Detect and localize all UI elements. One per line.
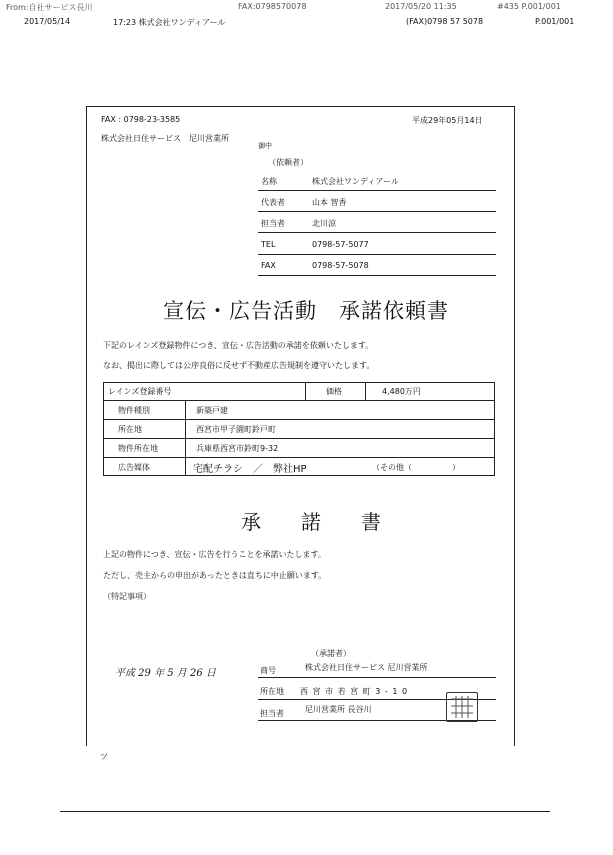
fax-header-date: 2017/05/20 11:35 (385, 2, 457, 11)
ad-media-value: 宅配チラシ ／ 弊社HP (193, 464, 307, 475)
consenter-address-label: 所在地 (260, 687, 284, 696)
consenter-row-line (258, 677, 496, 678)
consent-line-1: 上記の物件につき、宣伝・広告を行うことを承諾いたします。 (103, 550, 326, 559)
fax-to: FAX : 0798-23-3585 (101, 115, 181, 124)
price-label: 価格 (326, 387, 342, 396)
requester-row-line (258, 275, 496, 276)
requester-fax-label: FAX (261, 261, 276, 270)
intro-line-1: 下記のレインズ登録物件につき、宣伝・広告活動の承諾を依頼いたします。 (103, 341, 374, 350)
requester-staff-label: 担当者 (261, 219, 285, 228)
requester-rep-value: 山本 智香 (312, 198, 347, 207)
requester-rep-label: 代表者 (261, 198, 285, 207)
fax-header-from: From:自社サービス長川 (6, 3, 93, 12)
consenter-company-label: 商号 (260, 666, 276, 675)
requester-staff-value: 北川涼 (312, 219, 336, 228)
requester-row-line (258, 211, 496, 212)
requester-tel-label: TEL (261, 240, 276, 249)
bottom-line (60, 811, 550, 812)
consenter-heading: （承諾者） (311, 649, 351, 658)
property-table-row-line (103, 457, 495, 458)
special-conditions-label: （特記事項） (103, 592, 151, 601)
fax-header2-page: P.001/001 (535, 17, 575, 26)
ad-media-extra: （その他（ ） (372, 463, 460, 472)
intro-line-2: なお、掲出に際しては公序良俗に反せず不動産広告規制を遵守いたします。 (103, 361, 375, 370)
company-seal-stamp-graphic (447, 693, 477, 721)
property-type-value: 新築戸建 (196, 406, 228, 415)
requester-name-label: 名称 (261, 177, 277, 186)
frame-left-line (86, 106, 87, 746)
consent-date-handwritten: 平成 29 年 5 月 26 日 (115, 668, 216, 679)
property-table-col-line (305, 382, 306, 400)
requester-tel-value: 0798-57-5077 (312, 240, 369, 249)
property-table-row-line (103, 400, 495, 401)
consenter-company-value: 株式会社日住サービス 尼川営業所 (305, 663, 428, 672)
location-value: 西宮市甲子園町鈴戸町 (196, 425, 276, 434)
requester-fax-value: 0798-57-5078 (312, 261, 369, 270)
consent-line-2: ただし、売主からの申出があったときは直ちに中止願います。 (103, 571, 327, 580)
document-date: 平成29年05月14日 (412, 116, 483, 125)
requester-name-value: 株式会社ワンディアール (312, 177, 399, 186)
consenter-staff-label: 担当者 (260, 709, 284, 718)
requester-row-line (258, 190, 496, 191)
price-value: 4,480万円 (382, 387, 421, 396)
property-address-label: 物件所在地 (118, 444, 158, 453)
requester-row-line (258, 254, 496, 255)
company-seal-stamp (446, 692, 478, 722)
property-address-value: 兵庫県西宮市鈴町9-32 (196, 444, 279, 453)
recipient-name: 株式会社日住サービス 尼川営業所 (101, 134, 229, 143)
footer-mark: ツ (100, 752, 108, 761)
property-type-label: 物件種別 (118, 406, 150, 415)
location-label: 所在地 (118, 425, 142, 434)
property-table-row-line (103, 438, 495, 439)
property-table-row-line (103, 419, 495, 420)
requester-heading: （依頼者） (268, 158, 308, 167)
reins-number-label: レインズ登録番号 (108, 387, 172, 396)
fax-header2-sender: 17:23 株式会社ワンディアール (113, 18, 226, 27)
consent-title: 承 諾 書 (241, 510, 381, 534)
recipient-suffix: 御中 (258, 142, 272, 150)
fax-header2-date: 2017/05/14 (24, 17, 71, 26)
requester-row-line (258, 232, 496, 233)
frame-right-line (514, 106, 515, 746)
fax-header2-fax: (FAX)0798 57 5078 (406, 17, 484, 26)
fax-header-page: #435 P.001/001 (497, 2, 561, 11)
fax-header-fax: FAX:0798570078 (238, 2, 307, 11)
document-title: 宣伝・広告活動 承諾依頼書 (163, 299, 449, 323)
consenter-staff-value: 尼川営業所 長谷川 (305, 705, 372, 714)
frame-top-line (87, 106, 515, 107)
property-table-col-line (365, 382, 366, 400)
property-table-col-line (185, 400, 186, 476)
ad-media-label: 広告媒体 (118, 463, 150, 472)
consenter-address-value: 西 宮 市 若 宮 町 3 - 1 0 (300, 687, 409, 696)
